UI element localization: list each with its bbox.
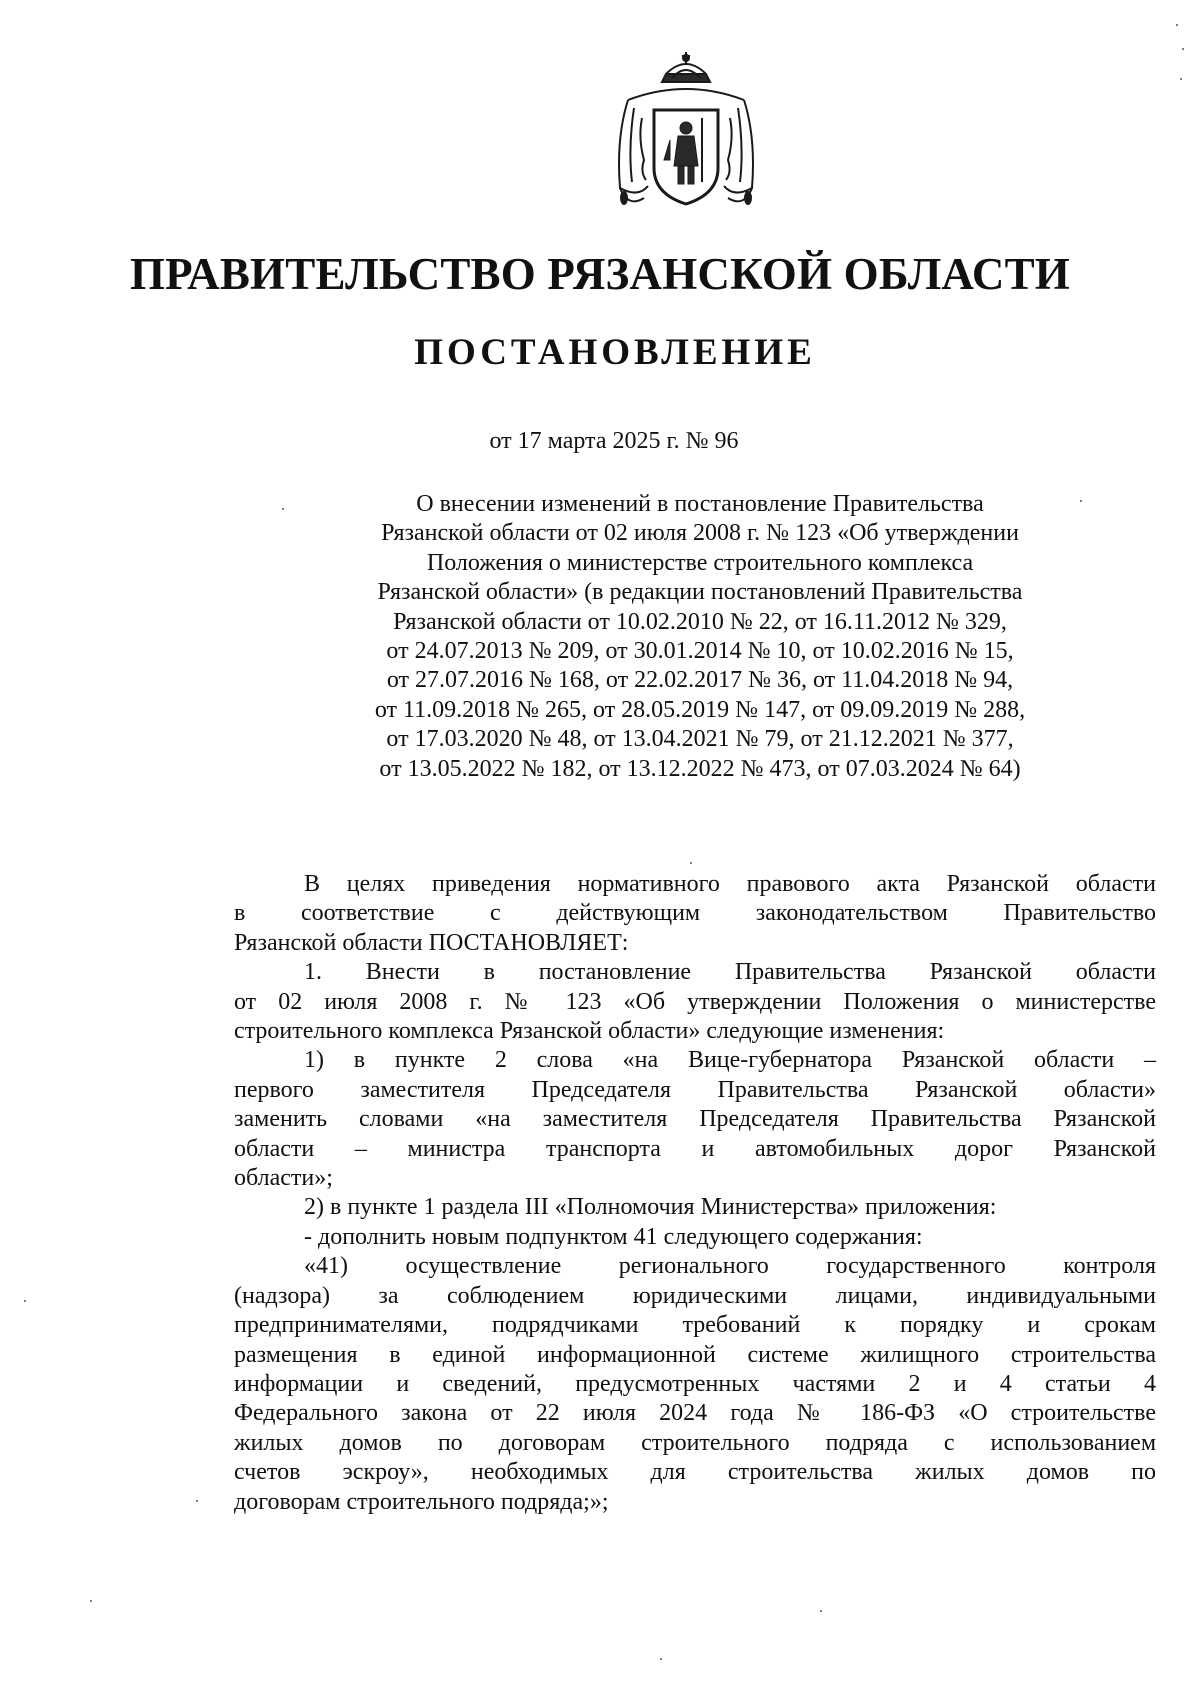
subject-line: от 24.07.2013 № 209, от 30.01.2014 № 10, от 10.02.2016 № 15, [386, 638, 1014, 665]
scan-speck [282, 508, 284, 510]
preamble-paragraph [234, 870, 1156, 958]
scan-speck [24, 1300, 26, 1302]
body-line: В целях приведения нормативного правового акта Рязанской области [304, 871, 1156, 897]
body-line: (надзора) за соблюдением юридическими лицами, индивидуальными [234, 1282, 1156, 1309]
subject-line: Рязанской области от 02 июля 2008 г. № 123 «Об утверждении [381, 520, 1019, 547]
body-line: размещения в единой информационной системе жилищного строительства [234, 1341, 1156, 1368]
subject-line: Рязанской области от 10.02.2010 № 22, от 16.11.2012 № 329, [393, 608, 1007, 635]
scan-speck [820, 1610, 822, 1612]
scan-speck [1176, 24, 1178, 26]
body-line: заменить словами «на заместителя Председателя Правительства Рязанской [234, 1106, 1156, 1133]
body-line: области»; [234, 1165, 333, 1192]
body-line: «41) осуществление регионального государственного контроля [304, 1253, 1156, 1280]
subject-line: от 13.05.2022 № 182, от 13.12.2022 № 473, от 07.03.2024 № 64) [379, 755, 1021, 782]
subject-line: Положения о министерстве строительного комплекса [426, 549, 974, 576]
body-line: информации и сведений, предусмотренных частями 2 и 4 статьи 4 [234, 1370, 1156, 1397]
body-line: счетов эскроу», необходимых для строительства жилых домов по [234, 1459, 1156, 1486]
document-body [234, 870, 1156, 1517]
subpoint-41-paragraph [234, 1252, 1156, 1517]
subject-line: О внесении изменений в постановление Правительства [416, 491, 984, 517]
body-line: в соответствие с действующим законодательством Правительство [234, 900, 1156, 927]
body-line: 1) в пункте 2 слова «на Вице-губернатора Рязанской области – [304, 1047, 1156, 1074]
body-line: предпринимателями, подрядчиками требований к порядку и срокам [234, 1312, 1156, 1339]
scan-speck [1080, 500, 1082, 502]
body-line: - дополнить новым подпунктом 41 следующего содержания: [304, 1223, 923, 1250]
document-subject [290, 490, 1110, 784]
body-line: строительного комплекса Рязанской области» следующие изменения: [234, 1018, 945, 1045]
scan-speck [90, 1600, 92, 1602]
body-line: 1. Внести в постановление Правительства Рязанской области [304, 959, 1156, 986]
clause-1-paragraph [234, 958, 1156, 1046]
scan-speck [196, 1500, 198, 1502]
body-line: Федерального закона от 22 июля 2024 года № 186-ФЗ «О строительстве [234, 1400, 1156, 1427]
body-line: области – министра транспорта и автомобильных дорог Рязанской [234, 1135, 1156, 1162]
subject-line: от 17.03.2020 № 48, от 13.04.2021 № 79, от 21.12.2021 № 377, [386, 726, 1014, 753]
coat-of-arms-icon [598, 48, 774, 224]
document-date: от 17 марта 2025 г. № 96 [489, 428, 739, 454]
subject-line: от 11.09.2018 № 265, от 28.05.2019 № 147, от 09.09.2019 № 288, [374, 696, 1026, 723]
body-line: договорам строительного подряда;»; [234, 1488, 609, 1515]
body-line: 2) в пункте 1 раздела III «Полномочия Министерства» приложения: [304, 1194, 997, 1221]
body-line: от 02 июля 2008 г. № 123 «Об утверждении Положения о министерстве [234, 988, 1156, 1015]
scan-speck [1182, 48, 1184, 50]
amendment-intro-paragraph [234, 1223, 1156, 1252]
subclause-1-paragraph [234, 1046, 1156, 1193]
organization-title: ПРАВИТЕЛЬСТВО РЯЗАНСКОЙ ОБЛАСТИ [129, 249, 1071, 299]
body-line: Рязанской области ПОСТАНОВЛЯЕТ: [234, 929, 629, 956]
subclause-2-paragraph [234, 1193, 1156, 1222]
subject-line: от 27.07.2016 № 168, от 22.02.2017 № 36, от 11.04.2018 № 94, [386, 667, 1014, 694]
scan-speck [660, 1658, 662, 1660]
scan-speck [690, 862, 692, 864]
scan-speck [1180, 78, 1182, 80]
subject-line: Рязанской области» (в редакции постановлений Правительства [377, 579, 1023, 606]
body-line: первого заместителя Председателя Правительства Рязанской области» [234, 1076, 1156, 1103]
body-line: жилых домов по договорам строительного подряда с использованием [234, 1429, 1156, 1456]
document-type-title: ПОСТАНОВЛЕНИЕ [414, 332, 816, 373]
